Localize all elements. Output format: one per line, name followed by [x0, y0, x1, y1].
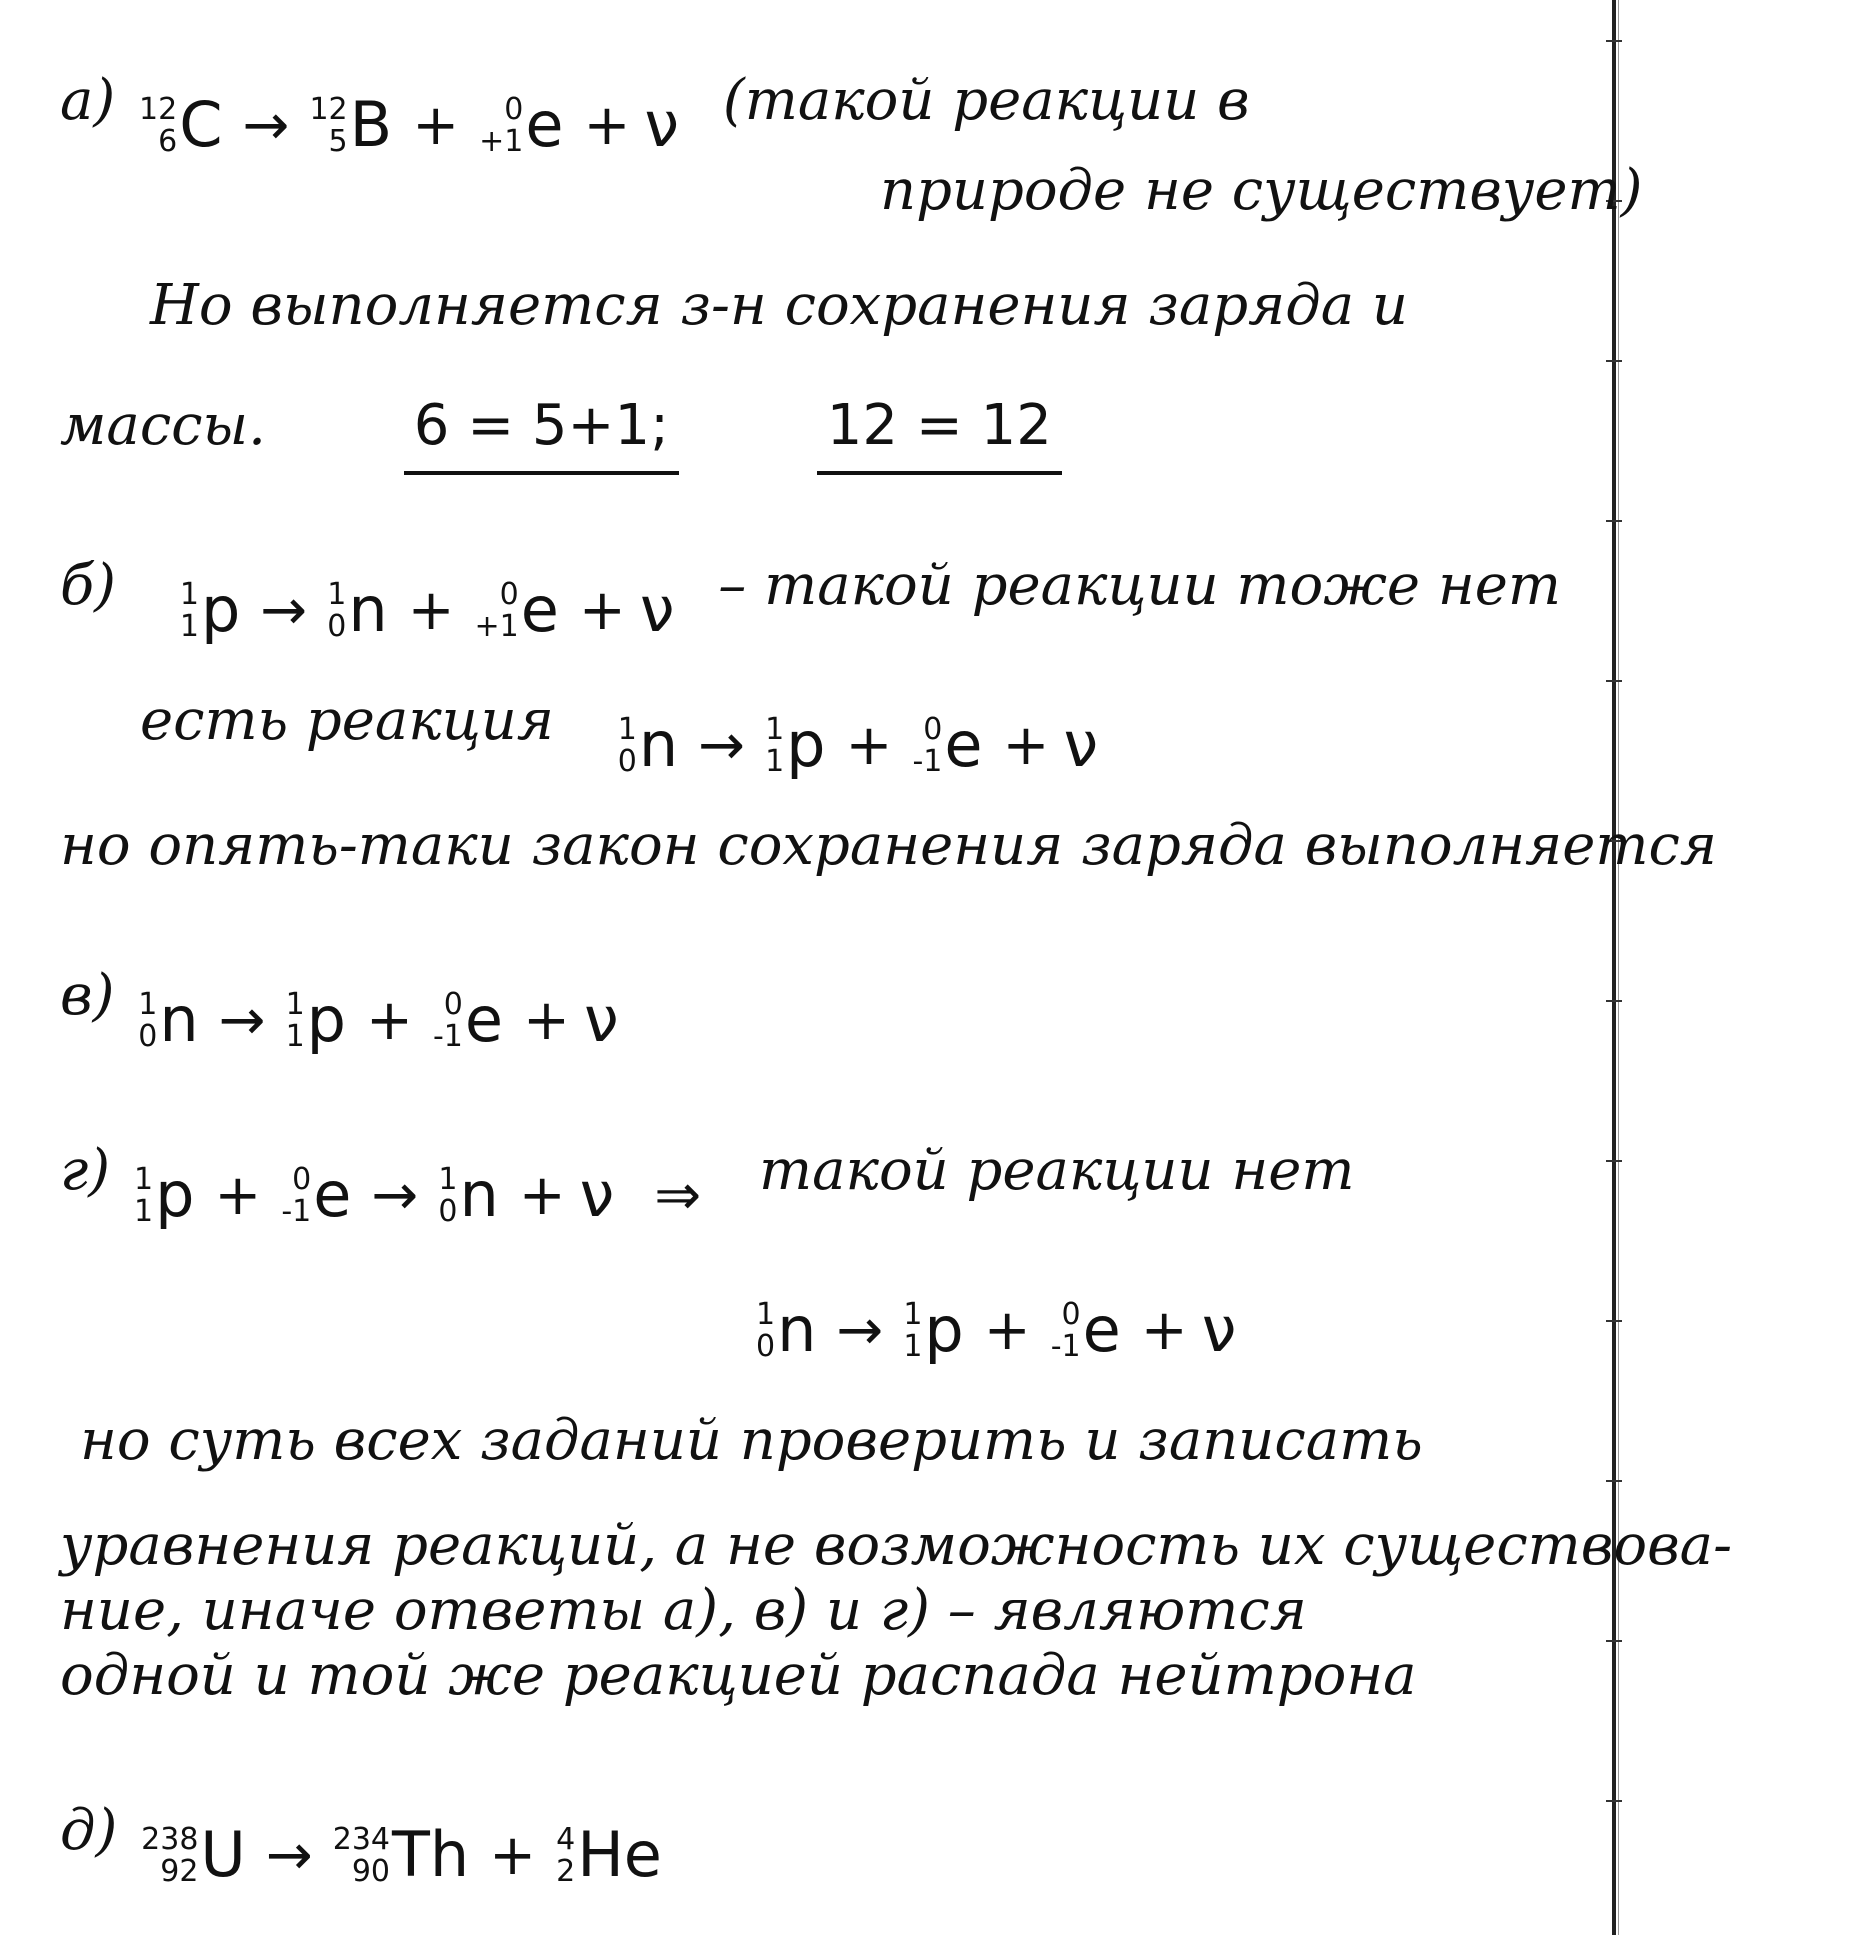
item-d-label: д) [60, 1798, 118, 1863]
item-d-equation: д) 238 92 U → 234 90 Th + 4 2 He [60, 1798, 662, 1892]
nuclide-boron: 12 5 B [309, 88, 393, 162]
item-b-label: б) [60, 553, 117, 618]
nuclide-carbon: 12 6 C [139, 88, 223, 162]
nuclide-thorium: 234 90 Th [332, 1818, 470, 1892]
item-a-note-1: (такой реакции в [722, 68, 1250, 133]
arrow: → [242, 92, 290, 158]
check-charge: 6 = 5+1; [404, 395, 679, 475]
item-b-equation [60, 555, 1561, 645]
item-a-reaction: 12 6 C → 12 5 B + 0 +1 e + ν [139, 88, 680, 162]
item-a-equation [60, 70, 1250, 160]
item-g-equation: г) 1 1 p + 0 -1 e → 1 0 n + ν ⇒ такой реакции нет [60, 1138, 1355, 1232]
item-a-text-1: Но выполняется з-н сохранения заряда и [150, 273, 1408, 338]
particle-positron: 0 +1 e [479, 88, 564, 162]
nuclide-helium: 4 2 He [556, 1818, 662, 1892]
item-b-real-reaction: есть реакция 1 0 n → 1 1 p + 0 -1 e + ν [140, 688, 1099, 782]
item-b-reaction: 1 1 p → 1 0 n + 0 +1 e + ν [179, 573, 675, 647]
check-mass: 12 = 12 [817, 395, 1062, 475]
item-g-label: г) [60, 1138, 111, 1203]
item-a-text-2: массы. 6 = 5+1; 12 = 12 [60, 395, 1062, 475]
comment-line-2: уравнения реакций, а не возможность их существова- [60, 1513, 1732, 1578]
margin-rule-shadow [1618, 0, 1619, 1935]
item-a-note-2: природе не существует) [880, 158, 1643, 223]
item-b-note: – такой реакции тоже нет [718, 553, 1561, 618]
margin-rule [1612, 0, 1616, 1935]
neutrino: ν [644, 88, 680, 162]
item-a-label: а) [60, 68, 116, 133]
item-v-equation: в) 1 0 n → 1 1 p + 0 -1 e + ν [60, 963, 619, 1057]
comment-line-1: но суть всех заданий проверить и записать [80, 1408, 1423, 1473]
item-g-note: такой реакции нет [759, 1138, 1355, 1203]
comment-line-3: ние, иначе ответы а), в) и г) – являются [60, 1578, 1307, 1643]
nuclide-uranium: 238 92 U [141, 1818, 246, 1892]
item-b-text: но опять-таки закон сохранения заряда выполняется [60, 813, 1717, 878]
item-v-label: в) [60, 963, 115, 1028]
item-g-real-reaction: 1 0 n → 1 1 p + 0 -1 e + ν [756, 1293, 1237, 1367]
comment-line-4: одной и той же реакцией распада нейтрона [60, 1643, 1417, 1708]
